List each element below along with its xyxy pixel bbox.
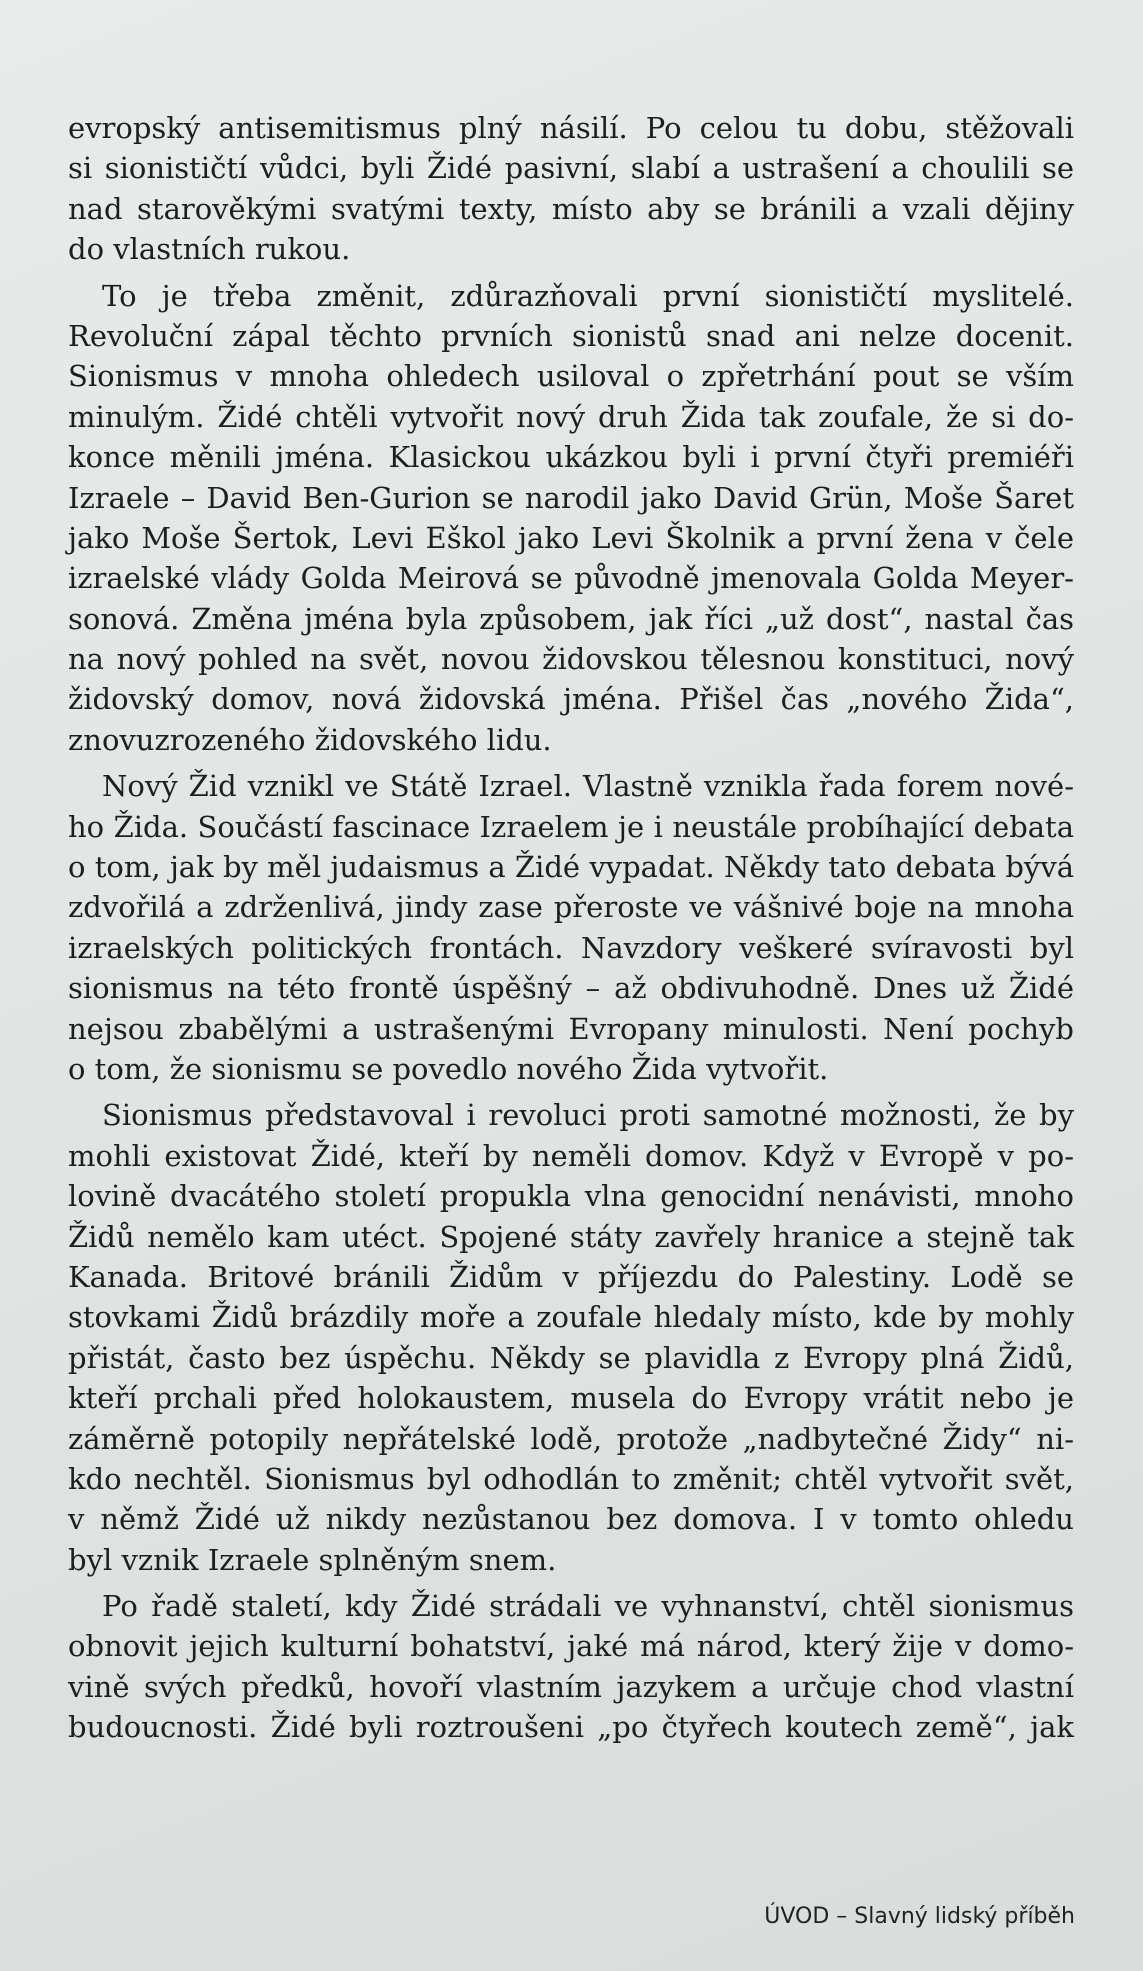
text-line: do vlastních rukou. [68,232,351,267]
text-line: minulým. Židé chtěli vytvořit nový druh Žida tak zoufale, že si do- [68,399,1074,434]
text-line: Revoluční zápal těchto prvních sionistů snad ani nelze docenit. [68,318,1074,353]
text-line: Sionismus v mnoha ohledech usiloval o zpřetrhání pout se vším [68,359,1074,394]
text-line: lovině dvacátého století propukla vlna genocidní nenávisti, mnoho [68,1179,1074,1214]
text-line: záměrně potopily nepřátelské lodě, protože „nadbytečné Židy“ ni- [68,1421,1074,1456]
text-line: nad starověkými svatými texty, místo aby se bránili a vzali dějiny [68,191,1074,226]
paragraph [68,1095,1074,1580]
text-line: sonová. Změna jména byla způsobem, jak říci „už dost“, nastal čas [68,601,1074,636]
text-line: stovkami Židů brázdily moře a zoufale hledaly místo, kde by mohly [68,1300,1074,1335]
text-line: Židů nemělo kam utéct. Spojené státy zavřely hranice a stejně tak [68,1219,1074,1254]
text-line: Po řadě staletí, kdy Židé strádali ve vyhnanství, chtěl sionismus [102,1589,1074,1624]
text-line: konce měnili jména. Klasickou ukázkou byli i první čtyři premiéři [68,440,1074,475]
text-line: izraelských politických frontách. Navzdory veškeré svíravosti byl [68,930,1074,965]
text-line: To je třeba změnit, zdůrazňovali první sionističtí myslitelé. [102,278,1074,313]
text-line: budoucnosti. Židé byli roztroušeni „po čtyřech koutech země“, jak [68,1710,1074,1745]
text-line: byl vznik Izraele splněným snem. [68,1542,557,1577]
text-line: Izraele – David Ben-Gurion se narodil jako David Grün, Moše Šaret [68,480,1074,515]
text-line: sionismus na této frontě úspěšný – až obdivuhodně. Dnes už Židé [68,971,1074,1006]
text-line: si sionističtí vůdci, byli Židé pasivní, slabí a ustrašení a choulili se [68,151,1074,186]
text-line: o tom, že sionismu se povedlo nového Žida vytvořit. [68,1051,829,1086]
text-line: evropský antisemitismus plný násilí. Po celou tu dobu, stěžovali [68,111,1074,145]
text-line: jako Moše Šertok, Levi Eškol jako Levi Školnik a první žena v čele [68,520,1074,555]
text-line: zdvořilá a zdrženlivá, jindy zase přeroste ve vášnivé boje na mnoha [68,890,1074,925]
paragraph [68,1586,1074,1748]
text-line: znovuzrozeného židovského lidu. [68,722,552,757]
text-line: izraelské vlády Golda Meirová se původně jmenovala Golda Meyer- [68,561,1074,596]
running-footer: ÚVOD – Slavný lidský příběh [764,1904,1075,1929]
text-line: nejsou zbabělými a ustrašenými Evropany minulosti. Není pochyb [68,1011,1074,1046]
text-line: vině svých předků, hovoří vlastním jazykem a určuje chod vlastní [68,1669,1074,1704]
text-line: židovský domov, nová židovská jména. Přišel čas „nového Žida“, [68,682,1074,717]
text-line: v němž Židé už nikdy nezůstanou bez domova. I v tomto ohledu [68,1502,1074,1537]
paragraph [68,276,1074,761]
text-line: přistát, často bez úspěchu. Někdy se plavidla z Evropy plná Židů, [68,1340,1074,1375]
paragraph [68,108,1074,270]
text-line: kteří prchali před holokaustem, musela do Evropy vrátit nebo je [68,1381,1074,1416]
text-line: obnovit jejich kulturní bohatství, jaké má národ, který žije v domo- [68,1629,1074,1664]
text-line: Sionismus představoval i revoluci proti samotné možnosti, že by [102,1098,1074,1133]
paragraph [68,766,1074,1089]
text-line: ho Žida. Součástí fascinace Izraelem je i neustále probíhající debata [68,809,1074,844]
body-text [68,108,1074,1754]
text-line: Kanada. Britové bránili Židům v příjezdu do Palestiny. Lodě se [68,1259,1074,1294]
text-line: na nový pohled na svět, novou židovskou tělesnou konstituci, nový [68,642,1074,677]
text-line: kdo nechtěl. Sionismus byl odhodlán to změnit; chtěl vytvořit svět, [68,1461,1074,1496]
text-line: o tom, jak by měl judaismus a Židé vypadat. Někdy tato debata bývá [68,850,1074,885]
text-line: mohli existovat Židé, kteří by neměli domov. Když v Evropě v po- [68,1138,1074,1173]
text-line: Nový Žid vznikl ve Státě Izrael. Vlastně vznikla řada forem nové- [102,769,1074,804]
